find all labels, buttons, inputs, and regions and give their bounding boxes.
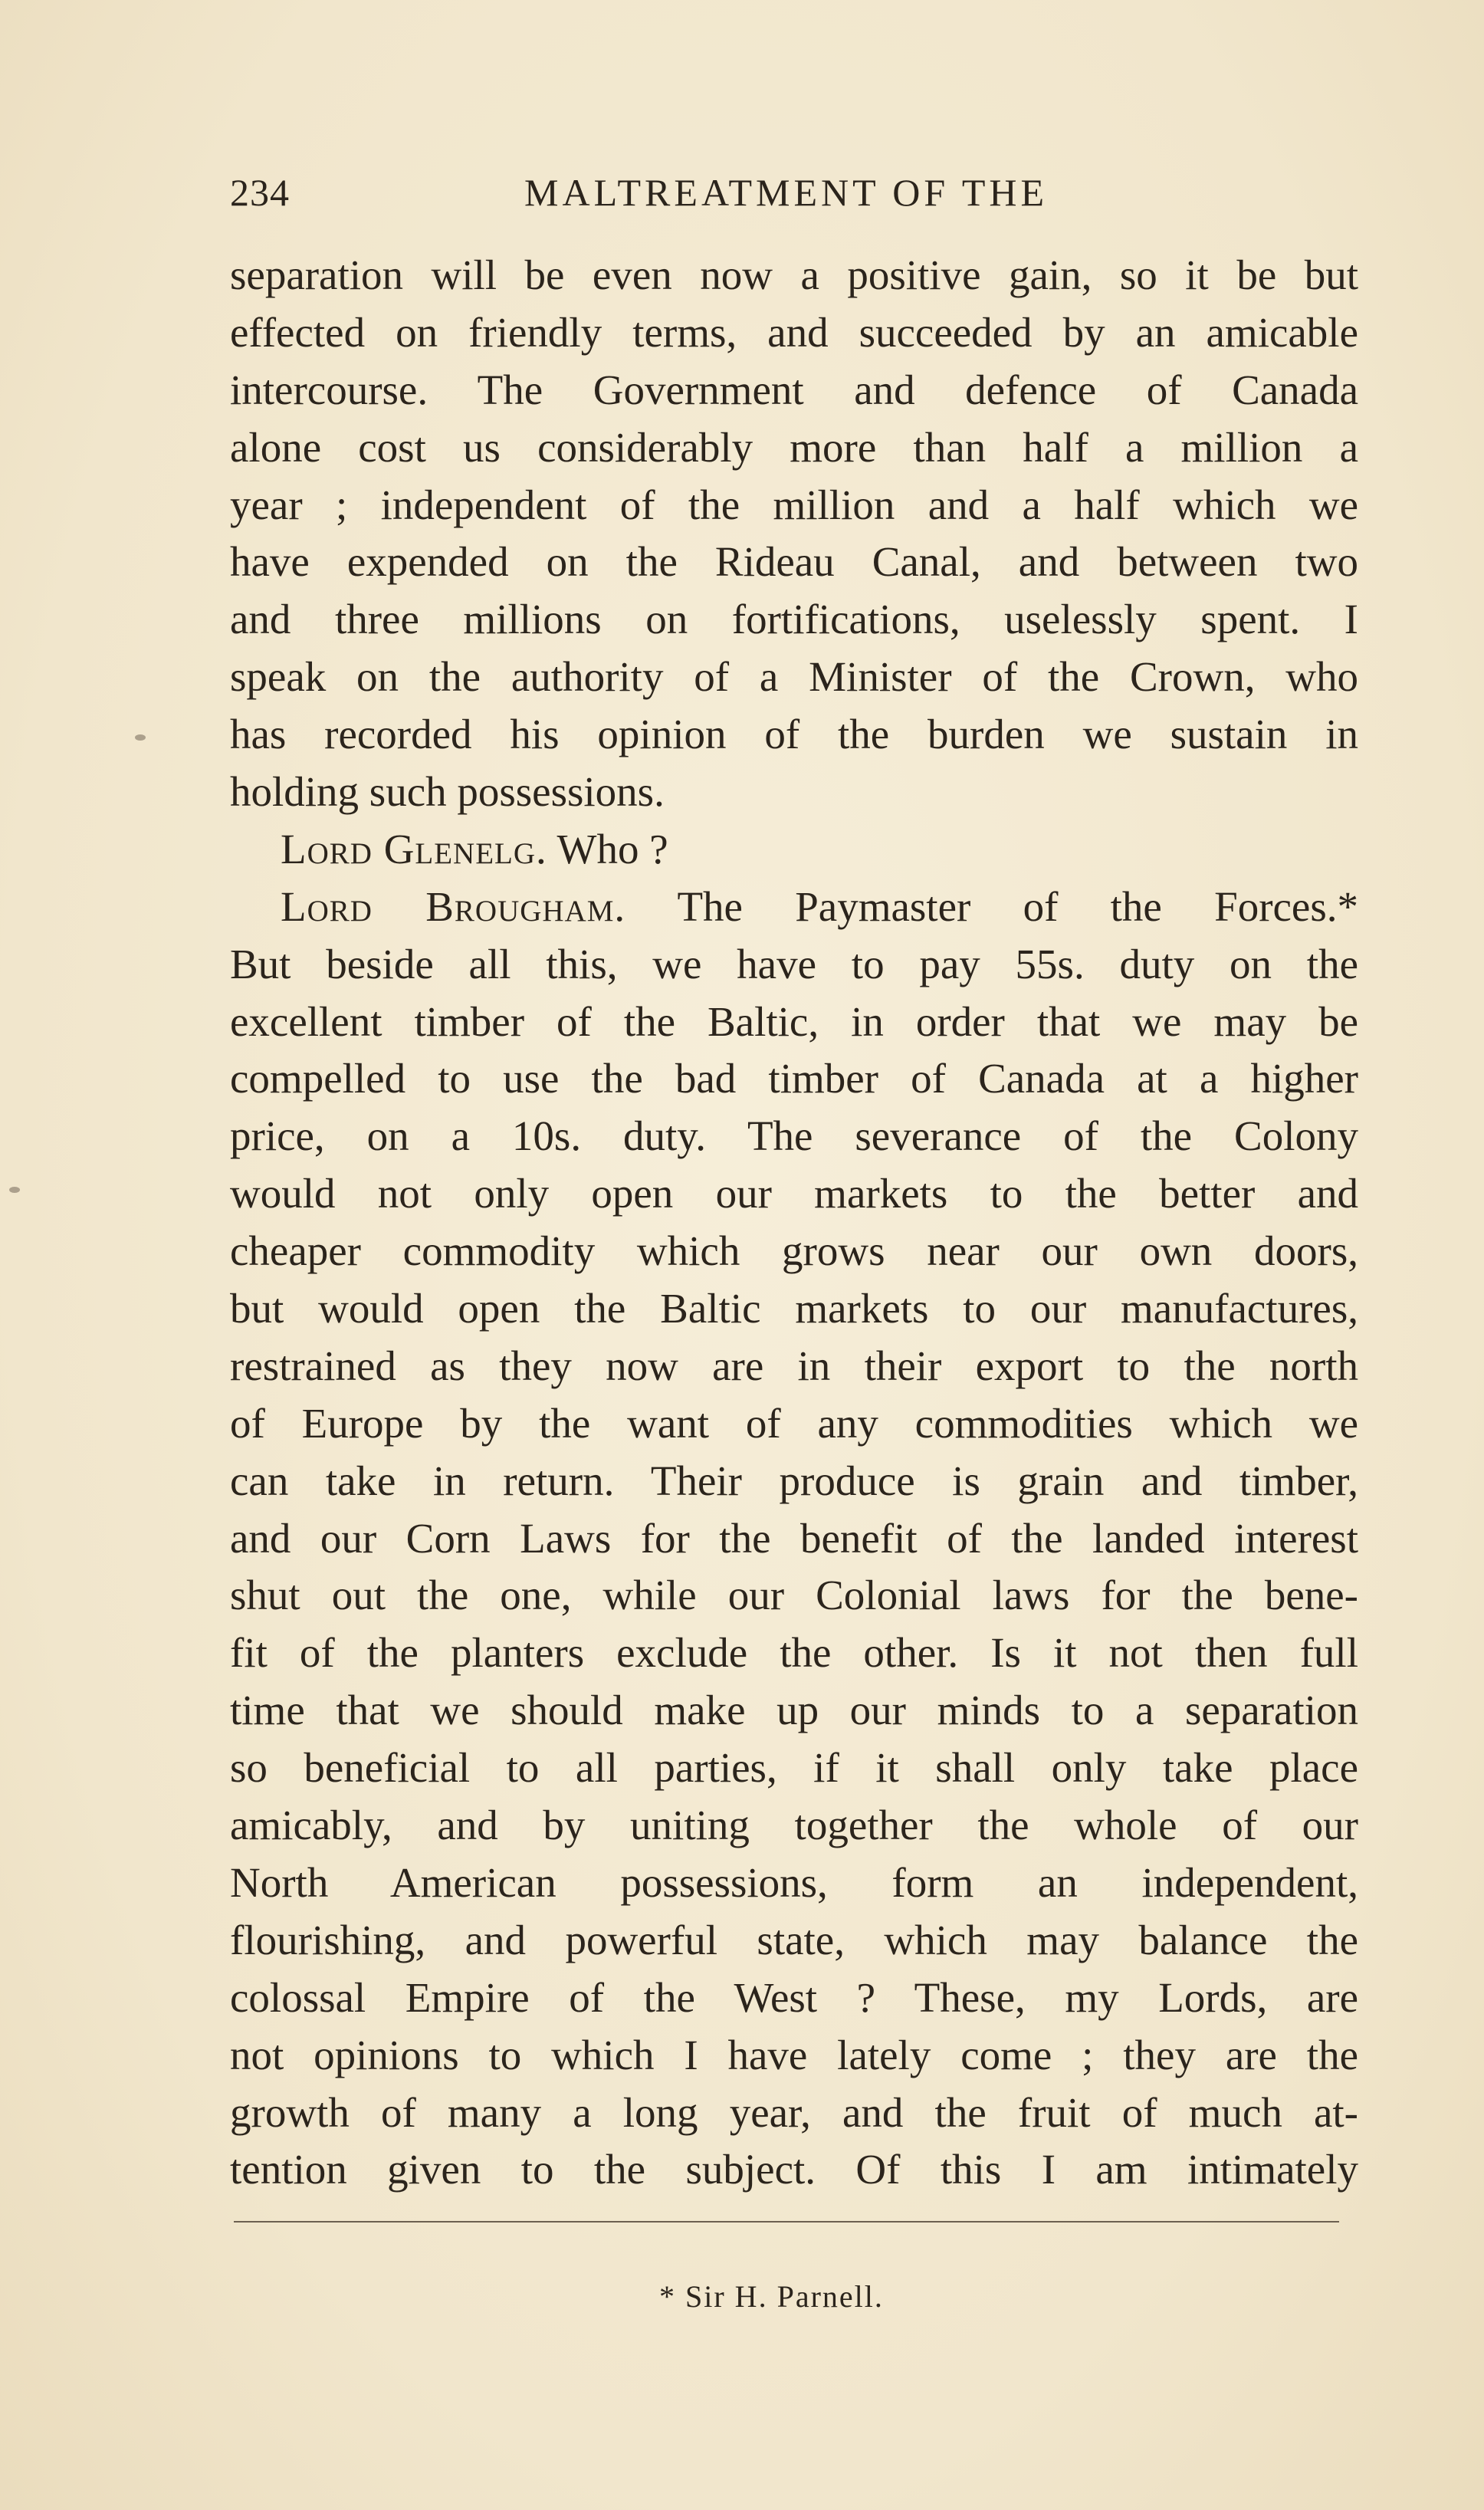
page-number: 234: [230, 171, 290, 214]
text-line: not opinions to which I have lately come ; they are the: [230, 2031, 1358, 2078]
text-line: has recorded his opinion of the burden we sustain in: [230, 711, 1358, 758]
paper-blemish: [9, 1187, 20, 1193]
text-line: flourishing, and powerful state, which may balance the: [230, 1916, 1358, 1963]
text-line: have expended on the Rideau Canal, and between two: [230, 538, 1358, 586]
text-line: price, on a 10s. duty. The severance of the Colony: [230, 1112, 1358, 1160]
speech-text: The Paymaster of the Forces.*: [677, 882, 1358, 930]
running-head: MALTREATMENT OF THE: [524, 171, 1049, 214]
text-line: effected on friendly terms, and succeeded by an amicable: [230, 308, 1358, 356]
text-line: North American possessions, form an independent,: [230, 1858, 1358, 1906]
text-line: can take in return. Their produce is grain and timber,: [230, 1457, 1358, 1504]
text-line: amicably, and by uniting together the whole of our: [230, 1802, 1358, 1849]
text-line: but would open the Baltic markets to our manufactures,: [230, 1285, 1358, 1332]
text-line: shut out the one, while our Colonial laws for the bene-: [230, 1572, 1358, 1619]
paper-blemish: [135, 734, 146, 741]
speech-text: Who ?: [556, 825, 668, 872]
text-line: colossal Empire of the West ? These, my Lords, are: [230, 1973, 1358, 2021]
text-line: alone cost us considerably more than half a million a: [230, 423, 1358, 471]
text-line: of Europe by the want of any commodities which we: [230, 1399, 1358, 1447]
dialogue-line-brougham: [230, 879, 1358, 936]
text-line: separation will be even now a positive gain, so it be but: [230, 251, 1358, 298]
dialogue-line-glenelg: [230, 821, 1358, 879]
text-line: year ; independent of the million and a half which we: [230, 481, 1358, 528]
text-line: holding such possessions.: [230, 768, 665, 816]
footnote: * Sir H. Parnell.: [659, 2279, 884, 2314]
text-line: cheaper commodity which grows near our own doors,: [230, 1227, 1358, 1275]
text-line: But beside all this, we have to pay 55s. duty on the: [230, 940, 1358, 987]
text-line: restrained as they now are in their export to the north: [230, 1342, 1358, 1389]
text-line: intercourse. The Government and defence of Canada: [230, 366, 1358, 413]
text-line: speak on the authority of a Minister of the Crown, who: [230, 653, 1358, 701]
speaker-name: Lord Glenelg.: [281, 825, 547, 872]
text-line: growth of many a long year, and the fruit of much at-: [230, 2088, 1358, 2136]
text-line: compelled to use the bad timber of Canada at a higher: [230, 1055, 1358, 1102]
speaker-name: Lord Brougham.: [281, 882, 626, 930]
text-line: and our Corn Laws for the benefit of the landed interest: [230, 1514, 1358, 1562]
text-line: time that we should make up our minds to a separation: [230, 1687, 1358, 1734]
page-header: [230, 170, 1364, 224]
text-line: and three millions on fortifications, uselessly spent. I: [230, 596, 1358, 643]
body-text: [230, 247, 1358, 2199]
text-line: would not only open our markets to the better and: [230, 1170, 1358, 1217]
footnote-divider: [234, 2221, 1339, 2223]
text-line: fit of the planters exclude the other. Is it not then full: [230, 1629, 1358, 1677]
text-line: so beneficial to all parties, if it shall only take place: [230, 1744, 1358, 1792]
text-line: excellent timber of the Baltic, in order that we may be: [230, 997, 1358, 1045]
text-line: tention given to the subject. Of this I am intimately: [230, 2146, 1358, 2193]
